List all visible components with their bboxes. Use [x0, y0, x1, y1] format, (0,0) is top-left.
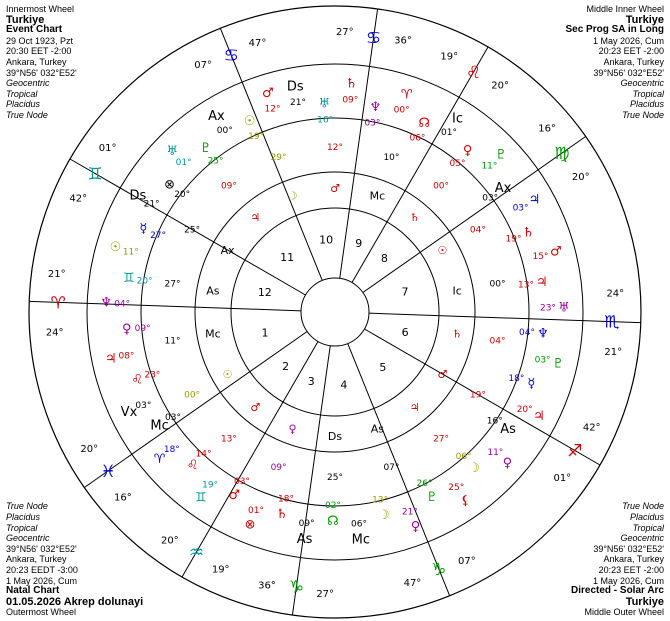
cusp-minutes: 47°: [248, 37, 267, 49]
chart-date: 1 May 2026, Cum: [592, 35, 664, 46]
setting-node: True Node: [622, 501, 664, 512]
planet-glyph: ⊗: [164, 177, 175, 193]
planet-degree: 15°: [532, 251, 549, 262]
inner-degree: 00°: [433, 181, 450, 192]
planet-glyph: Ax: [208, 109, 225, 125]
inner-glyph: ♂: [437, 368, 448, 381]
planet-degree: 20°: [174, 190, 191, 201]
planet-glyph: ♌: [131, 372, 144, 388]
setting-zodiac-center: Geocentric: [6, 533, 50, 544]
setting-zodiac-center: Geocentric: [620, 533, 664, 544]
planet-glyph: ♆: [100, 295, 113, 311]
cusp-sign-glyph: ♐: [567, 441, 583, 462]
planet-glyph: ⊗: [244, 517, 256, 533]
inner-glyph: Ds: [327, 430, 343, 443]
wheel-name: Middle Outer Wheel: [584, 607, 664, 618]
cusp-degree: 16°: [538, 123, 556, 135]
planet-degree: 18°: [508, 374, 525, 385]
chart-type: Directed - Solar Arc: [571, 585, 664, 597]
chart-title: 01.05.2026 Akrep dolunayi: [6, 595, 144, 608]
inner-glyph: Mc: [205, 327, 221, 341]
planet-degree: 06°: [455, 451, 472, 462]
chart-type: Natal Chart: [6, 585, 60, 597]
house-number: 7: [401, 285, 409, 299]
inner-degree: 27°: [164, 279, 181, 290]
cusp-degree: 24°: [606, 288, 625, 300]
setting-node: True Node: [622, 109, 664, 120]
house-number: 4: [340, 378, 348, 392]
planet-degree: 14°: [195, 449, 212, 460]
inner-glyph: ♀: [288, 422, 297, 436]
house-number: 11: [280, 250, 295, 264]
cusp-degree: 27°: [316, 588, 335, 600]
planet-glyph: ☽: [468, 460, 481, 476]
planet-degree: 26°: [416, 478, 433, 489]
inner-degree: 12°: [327, 143, 343, 153]
planet-glyph: ♄: [345, 76, 358, 92]
chart-place: Ankara, Turkey: [603, 554, 664, 565]
planet-glyph: ♂: [261, 86, 274, 102]
planet-glyph: ♃: [528, 192, 541, 208]
planet-degree: 03°: [135, 400, 152, 411]
planet-glyph: ♃: [536, 275, 548, 291]
inner-glyph: ☉: [437, 244, 448, 257]
cusp-minutes: 20°: [491, 80, 510, 92]
planet-degree: 03°: [482, 193, 499, 204]
planet-degree: 20°: [136, 276, 153, 287]
planet-degree: 11°: [481, 161, 498, 172]
inner-degree: 25°: [184, 225, 201, 236]
inner-degree: 29°: [270, 152, 287, 163]
planet-glyph: As: [500, 422, 516, 438]
planet-glyph: ☉: [243, 114, 256, 130]
inner-glyph: Ic: [452, 284, 462, 298]
setting-house-system: Placidus: [6, 99, 41, 110]
inner-glyph: ♂: [250, 400, 261, 414]
planet-degree: 00°: [393, 105, 410, 116]
chart-time: 20:23 EET -2:00: [598, 46, 664, 57]
setting-zodiac-center: Geocentric: [620, 78, 664, 89]
inner-degree: 10°: [383, 152, 400, 163]
planet-glyph: Ax: [494, 180, 512, 196]
cusp-minutes: 01°: [98, 142, 117, 154]
planet-degree: 18°: [163, 444, 180, 455]
cusp-sign-glyph: ♌: [465, 63, 482, 84]
planet-glyph: ☊: [327, 513, 339, 529]
house-numbers: [258, 234, 409, 392]
cusp-degree: 19°: [211, 564, 230, 576]
inner-degree: 27°: [433, 434, 450, 445]
planet-degree: 06°: [409, 133, 426, 144]
planet-glyph: ♇: [199, 140, 212, 156]
chart-title: Turkiye: [6, 13, 45, 26]
wheel-ring-2: [87, 64, 583, 560]
cusp-minutes: 21°: [604, 347, 623, 359]
planet-glyph: ☽: [378, 508, 390, 524]
planet-degree: 06°: [351, 519, 367, 530]
wheel-ring-5: [231, 208, 439, 416]
planet-glyph: ♆: [537, 326, 549, 342]
inner-glyph: Ax: [220, 244, 235, 257]
inner-degree: 09°: [220, 181, 237, 192]
planet-glyph: ♀: [410, 519, 421, 535]
planet-degree: 16°: [486, 416, 503, 427]
inner-degree: 07°: [383, 463, 400, 474]
planet-glyph: ♊: [194, 490, 207, 506]
planet-degree: 05°: [449, 158, 466, 169]
inner-glyph: As: [206, 284, 220, 298]
cusp-degree: 24°: [45, 327, 64, 339]
planet-degree: 16°: [317, 115, 334, 126]
planet-glyph: ♀: [121, 322, 132, 338]
cusp-minutes: 21°: [47, 268, 66, 280]
chart-place: Ankara, Turkey: [603, 56, 664, 67]
chart-coords: 39°N56' 032°E52': [593, 543, 664, 554]
planet-degree: 23°: [144, 370, 161, 381]
setting-house-system: Placidus: [629, 99, 664, 110]
planet-degree: 21°: [143, 199, 160, 210]
chart-coords: 39°N56' 032°E52': [6, 67, 77, 78]
inner-degree: 11°: [164, 336, 181, 347]
cusp-minutes: 36°: [394, 35, 412, 47]
planet-glyph: Ds: [286, 79, 304, 95]
inner-degree: 19°: [469, 390, 486, 401]
chart-coords: 39°N56' 032°E52': [6, 543, 77, 554]
cusp-sign-glyph: ♓: [100, 461, 116, 482]
cusp-minutes: 20°: [80, 444, 99, 456]
chart-time: 20:23 EEDT -3:00: [6, 565, 78, 576]
planet-degree: 12°: [264, 104, 281, 115]
planet-degree: 01°: [175, 158, 192, 169]
planet-degree: 19°: [248, 131, 265, 142]
planet-degree: 01°: [441, 128, 457, 139]
planet-glyph: ♈: [400, 87, 413, 103]
cusp-sign-glyph: ♑: [288, 577, 305, 598]
inner-glyph: ☉: [222, 368, 233, 381]
planet-degree: 03°: [512, 203, 529, 214]
planet-glyph: ♅: [318, 96, 331, 112]
planet-glyph: ☉: [109, 240, 122, 256]
setting-zodiac: Tropical: [6, 522, 38, 533]
house-number: 10: [319, 233, 334, 247]
house-number: 3: [307, 375, 315, 389]
planet-degree: 25°: [207, 156, 224, 167]
planet-degree: 03°: [165, 412, 182, 423]
wheel-ring-4: [195, 172, 475, 452]
planet-degree: 27°: [150, 230, 167, 241]
planet-glyph: Vx: [120, 404, 138, 420]
chart-place: Ankara, Turkey: [6, 56, 67, 67]
planet-glyph: Mc: [351, 532, 370, 548]
planet-degree: 19°: [505, 234, 522, 245]
planet-glyph: ☿: [527, 376, 536, 392]
planet-degree: 25°: [448, 483, 465, 494]
cusp-sign-glyph: ♊: [87, 164, 103, 185]
chart-time: 20:23 EET -2:00: [598, 565, 664, 576]
planet-glyph: ♄: [522, 225, 535, 241]
house-number: 8: [380, 252, 388, 266]
setting-node: True Node: [6, 109, 48, 120]
cusp-degree: 27°: [335, 27, 354, 39]
planet-glyph: ♂: [228, 488, 241, 504]
planet-degree: 09°: [342, 95, 359, 106]
cusp-minutes: 20°: [571, 171, 590, 183]
house-number: 1: [261, 326, 269, 340]
inner-degree: 09°: [270, 463, 287, 474]
setting-house-system: Placidus: [6, 512, 41, 523]
setting-zodiac-center: Geocentric: [6, 78, 50, 89]
planet-degree: 13°: [518, 280, 534, 291]
cusp-minutes: 47°: [403, 578, 422, 590]
planet-degree: 01°: [248, 505, 264, 516]
cusp-minutes: 36°: [258, 580, 276, 592]
inner-glyph: ♄: [452, 327, 463, 341]
planet-glyph: ♊: [122, 270, 135, 286]
chart-type: Sec Prog SA in Long: [565, 24, 664, 36]
planet-degree: 09°: [134, 323, 151, 334]
planet-glyph: ♀: [462, 143, 473, 159]
cusp-sign-glyph: ♈: [50, 293, 66, 314]
planet-degree: 02°: [325, 500, 341, 511]
planet-degree: 08°: [118, 351, 135, 362]
inner-degree: 00°: [184, 390, 201, 401]
chart-date: 1 May 2026, Cum: [592, 575, 664, 586]
planet-glyph: ☿: [139, 221, 148, 237]
planet-glyph: ♇: [495, 147, 507, 163]
house-number: 12: [257, 285, 272, 299]
chart-time: 20:30 EET -2:00: [6, 46, 72, 57]
inner-glyph: ♃: [250, 211, 261, 225]
house-number: 6: [401, 326, 409, 340]
planet-glyph: ♄: [276, 507, 288, 523]
planet-degree: 09°: [298, 519, 315, 530]
house-number: 9: [355, 236, 363, 250]
planet-glyph: ♃: [533, 409, 545, 425]
setting-zodiac: Tropical: [632, 88, 664, 99]
house-number: 5: [379, 361, 387, 375]
planet-glyph: ☊: [418, 116, 431, 132]
planet-degree: 19°: [202, 480, 219, 491]
planet-degree: 03°: [534, 355, 551, 366]
planet-degree: 04°: [519, 327, 535, 338]
inner-degree: 25°: [327, 473, 343, 483]
wheel-ring-3: [141, 118, 529, 509]
planet-degree: 20°: [516, 404, 533, 415]
planet-degree: 11°: [122, 247, 139, 258]
inner-glyph: ♂: [330, 182, 340, 195]
setting-zodiac: Tropical: [632, 522, 664, 533]
cusp-sign-glyph: ♋: [365, 28, 382, 49]
wheel-name: Innermost Wheel: [6, 4, 75, 14]
planet-glyph: ⚸: [460, 493, 471, 509]
wheel-ring-6: [301, 278, 369, 346]
planet-degree: 03°: [233, 477, 250, 488]
inner-degree: 00°: [489, 279, 506, 290]
cusp-sign-glyph: ♑: [431, 559, 447, 580]
inner-glyph: Mc: [369, 189, 386, 203]
planet-degree: 03°: [364, 118, 381, 129]
planet-glyph: ♃: [104, 351, 117, 367]
cusp-sign-glyph: ♋: [223, 46, 239, 67]
setting-house-system: Placidus: [629, 512, 664, 523]
cusp-minutes: 01°: [553, 473, 572, 485]
planet-glyph: ♅: [166, 143, 179, 159]
cusp-degree: 42°: [69, 193, 88, 205]
planet-degree: 21°: [290, 98, 306, 109]
planet-glyph: Mc: [150, 418, 169, 434]
cusp-degree: 07°: [194, 59, 212, 71]
cusp-degree: 16°: [114, 492, 132, 504]
inner-glyph: ♃: [409, 400, 420, 414]
planet-glyph: ♆: [369, 99, 382, 115]
planet-glyph: Ic: [452, 111, 464, 127]
chart-title: Turkiye: [625, 13, 664, 26]
house-number: 2: [282, 359, 290, 373]
wheel-name: Middle Inner Wheel: [586, 4, 664, 14]
inner-glyph: ♄: [409, 211, 420, 225]
planet-glyph: ♂: [550, 244, 562, 260]
planet-glyph: ♌: [186, 457, 199, 473]
planet-degree: 18°: [278, 494, 294, 505]
inner-glyph: ☽: [287, 189, 298, 203]
chart-type: Event Chart: [6, 24, 63, 36]
inner-degree: 04°: [469, 225, 486, 236]
planet-glyph: ♇: [426, 490, 438, 506]
planet-degree: 11°: [487, 448, 504, 459]
planet-glyph: ♇: [552, 356, 565, 372]
cusp-sign-glyph: ♒: [188, 542, 205, 563]
wheel-name: Outermost Wheel: [6, 607, 77, 618]
planet-glyph: ♅: [558, 300, 570, 316]
planet-degree: 21°: [401, 507, 418, 518]
planet-glyph: ♈: [153, 452, 166, 468]
cusp-degree: 19°: [440, 51, 459, 63]
cusp-sign-glyph: ♍: [554, 144, 570, 165]
planet-glyph: Ds: [129, 188, 147, 204]
house-cusp-line: [29, 301, 301, 310]
setting-node: True Node: [6, 501, 48, 512]
cusp-minutes: 20°: [160, 535, 179, 547]
chart-title: Turkiye: [625, 595, 664, 608]
cusp-degree: 42°: [582, 422, 601, 434]
planet-glyph: As: [296, 531, 313, 547]
chart-date: 1 May 2026, Cum: [6, 575, 78, 586]
cusp-sign-glyph: ♏: [604, 312, 620, 333]
chart-coords: 39°N56' 032°E52': [593, 67, 664, 78]
planet-degree: 23°: [539, 303, 556, 314]
planet-degree: 00°: [216, 125, 233, 136]
inner-degree: 13°: [220, 434, 237, 445]
planet-degree: 04°: [114, 299, 131, 310]
cusp-degree: 07°: [458, 556, 476, 568]
inner-glyph: As: [370, 422, 385, 436]
inner-degree: 04°: [489, 336, 506, 347]
planet-degree: 13°: [372, 495, 389, 506]
chart-place: Ankara, Turkey: [6, 554, 67, 565]
chart-date: 29 Oct 1923, Pzt: [6, 35, 74, 46]
planet-glyph: ♀: [502, 455, 513, 471]
house-cusp-line: [369, 313, 641, 322]
setting-zodiac: Tropical: [6, 88, 38, 99]
inner-wheel-glyphs: [164, 140, 506, 483]
